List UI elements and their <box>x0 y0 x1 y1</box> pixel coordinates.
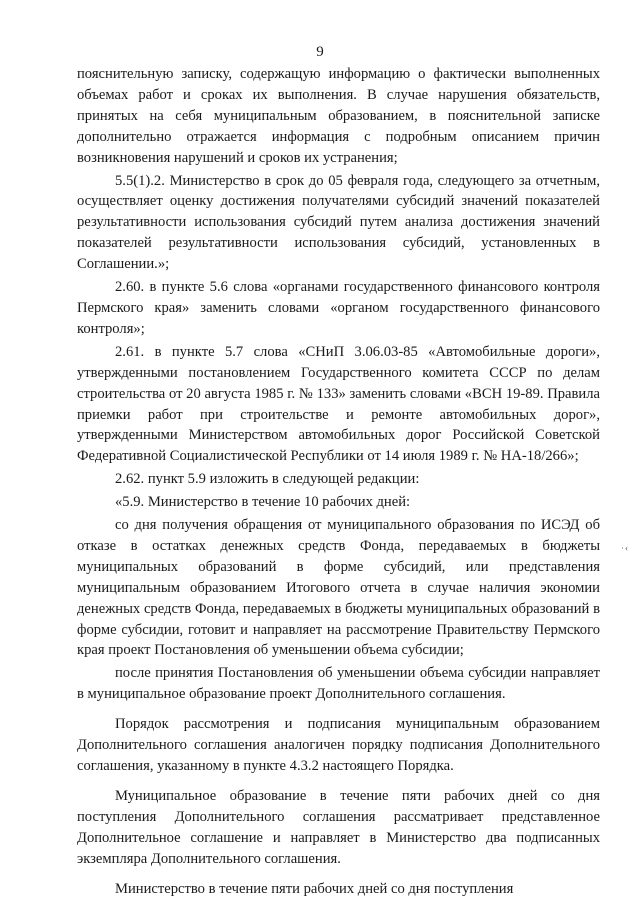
paragraph-2-61: 2.61. в пункте 5.7 слова «СНиП 3.06.03-85 «Автомобильные дороги», утвержденными постановлением Государственного комитета СССР по делам строительства от 20 августа 1985 г. № 133» заменить словами «ВСН 19-89. Правила приемки работ при строительстве и ремонте автомобильных дорог», утвержденными Министерством автомобильных дорог Российской Советской Федеративной Социалистической Республики от 14 июля 1989 г. № НА-18/266»; <box>77 343 600 465</box>
paragraph-5-5-1-2: 5.5(1).2. Министерство в срок до 05 февраля года, следующего за отчетным, осуществляет оценку достижения получателями субсидий значений показателей результативности использования субсидий путем анализа достижения значений показателей результативности использования субсидий, установленных в Соглашении.»; <box>77 172 600 273</box>
paragraph-ministry-receipt: Министерство в течение пяти рабочих дней со дня поступления <box>115 880 514 897</box>
paragraph-signing-procedure: Порядок рассмотрения и подписания муниципальным образованием Дополнительного соглашения аналогичен порядку подписания Дополнительного соглашения, указанному в пункте 4.3.2 настоящего Порядка. <box>77 716 600 774</box>
page-number: 9 <box>316 44 324 60</box>
paragraph-municipality-review: Муниципальное образование в течение пяти рабочих дней со дня поступления Дополнительного соглашения рассматривает представленное Дополнительное соглашение и направляет в Министерство два подписанных экземпляра Дополнительного соглашения. <box>77 787 600 867</box>
paragraph-request-receipt: со дня получения обращения от муниципального образования по ИСЭД об отказе в остатках денежных средств Фонда, передаваемых в бюджеты муниципальных образований в форме субсидий, или представления муниципальным образованием Итогового отчета в случае наличия экономии денежных средств Фонда, передаваемых в бюджеты муниципальных образований в форме субсидии, готовит и направляет на рассмотрение Правительству Пермского края проект Постановления об уменьшении объема субсидии; <box>77 517 600 659</box>
paragraph-after-decree: после принятия Постановления об уменьшении объема субсидии направляет в муниципальное образование проект Дополнительного соглашения. <box>77 665 600 703</box>
paragraph-2-62: 2.62. пункт 5.9 изложить в следующей редакции: <box>115 471 420 488</box>
margin-mark: ·‹ <box>621 543 629 553</box>
document-body <box>77 64 600 901</box>
paragraph-2-60: 2.60. в пункте 5.6 слова «органами государственного финансового контроля Пермского края» заменить словами «органом государственного финансового контроля»; <box>77 279 600 337</box>
paragraph-explanatory-note: пояснительную записку, содержащую информацию о фактически выполненных объемах работ и сроках их выполнения. В случае нарушения обязательств, принятых на себя муниципальным образованием, в пояснительной записке дополнительно отражается информация с подробным описанием причин возникновения нарушений и сроков их устранения; <box>77 66 600 166</box>
paragraph-5-9: «5.9. Министерство в течение 10 рабочих дней: <box>115 494 411 511</box>
